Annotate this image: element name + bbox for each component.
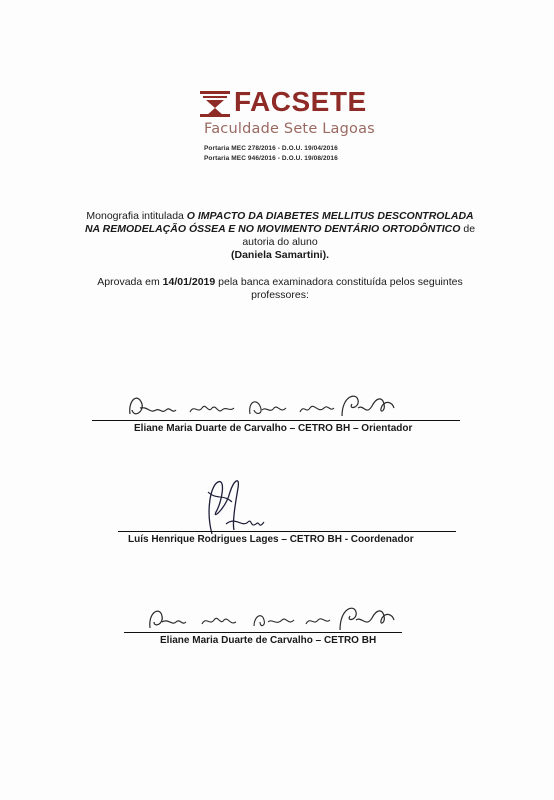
logo-subtitle: Faculdade Sete Lagoas — [204, 121, 375, 137]
signature-line-3 — [124, 632, 402, 633]
approval-date: 14/01/2019 — [162, 276, 216, 288]
approval-paragraph — [80, 276, 480, 302]
logo-name: FACSETE — [234, 86, 367, 117]
authorship-text: de autoria do aluno — [242, 223, 476, 248]
signature-caption-3: Eliane Maria Duarte de Carvalho – CETRO BH — [160, 635, 377, 646]
approved-prefix: Aprovada em — [97, 276, 163, 288]
portaria-line-2: Portaria MEC 946/2016 - D.O.U. 19/08/2016 — [204, 155, 338, 162]
facsete-emblem-icon — [200, 91, 230, 117]
signature-line-1 — [92, 420, 460, 421]
approved-suffix: pela banca examinadora constituída pelos seguintes professores: — [215, 276, 463, 301]
handwritten-signature-3 — [144, 600, 404, 636]
facsete-logo — [200, 86, 375, 166]
intro-text: Monografia intitulada — [86, 210, 187, 222]
signature-caption-2: Luís Henrique Rodrigues Lages – CETRO BH - Coordenador — [128, 534, 414, 545]
monograph-title: O IMPACTO DA DIABETES MELLITUS DESCONTROLADA NA REMODELAÇÃO ÓSSEA E NO MOVIMENTO DENTÁRIO ORTODÔNTICO — [84, 210, 474, 235]
signature-caption-1: Eliane Maria Duarte de Carvalho – CETRO BH – Orientador — [134, 423, 413, 434]
signature-line-2 — [118, 531, 456, 532]
portaria-line-1: Portaria MEC 278/2016 - D.O.U. 19/04/2016 — [204, 145, 338, 152]
author-name: (Daniela Samartini). — [230, 249, 330, 261]
monograph-paragraph — [80, 210, 480, 262]
